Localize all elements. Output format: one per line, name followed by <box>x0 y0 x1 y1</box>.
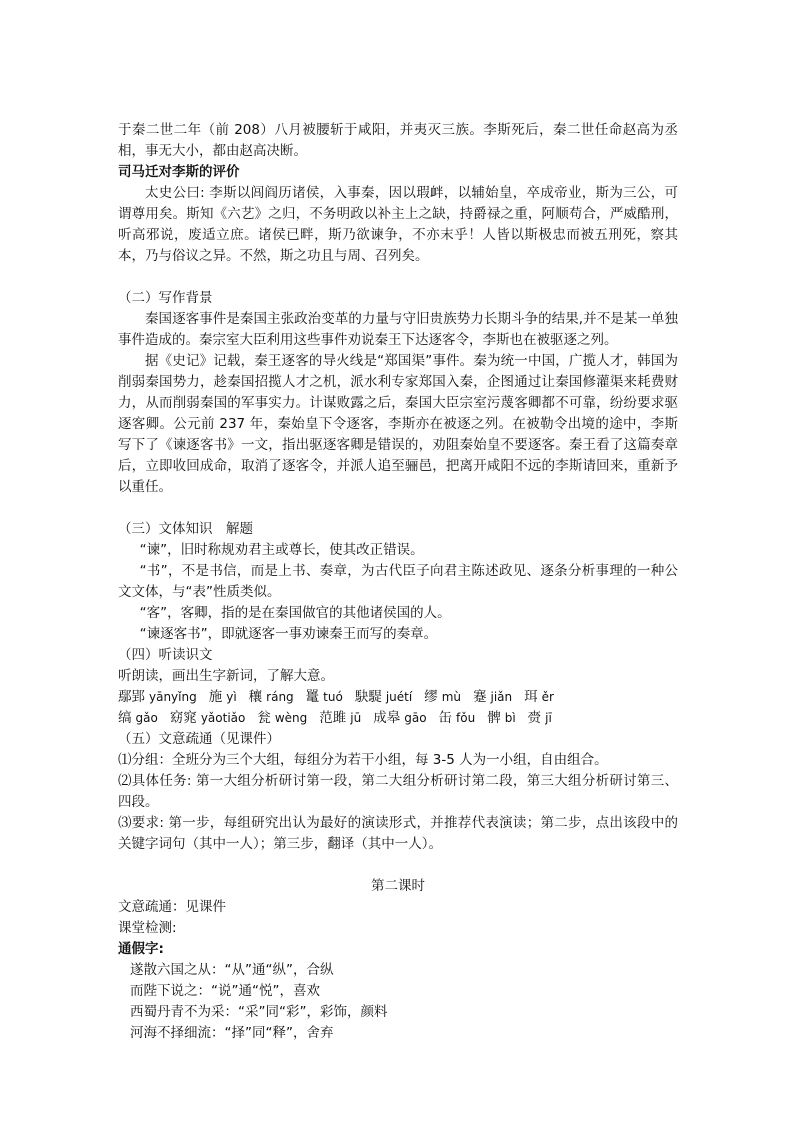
pinyin-row-1 <box>118 687 678 708</box>
sima-paragraph: 太史公曰: 李斯以闾阎历诸侯，入事秦，因以瑕衅，以辅始皇，卒成帝业，斯为三公，可谓尊用矣。斯知《六艺》之归，不务明政以补主上之缺，持爵禄之重，阿顺苟合，严威酷刑，听高邪说，废适立庶。诸侯已畔，斯乃欲谏争，不亦末乎！人皆以斯极忠而被五刑死，察其本，乃与俗议之异。不然，斯之功且与周、召列矣。 <box>118 185 678 264</box>
tongjia-item: 而陛下说之：“说”通“悦”，喜欢 <box>130 983 320 999</box>
tongjia-item: 西蜀丹青不为采：“采”同“彩”，彩饰，颜料 <box>130 1004 388 1020</box>
document-page <box>118 120 678 1044</box>
bio-paragraph: 于秦二世二年（前 208）八月被腰斩于咸阳，并夷灭三族。李斯死后，秦二世任命赵高为丞相，事无大小，都由赵高决断。 <box>118 122 678 159</box>
section2-title: （二）写作背景 <box>118 290 213 306</box>
spacer <box>118 498 678 519</box>
tongjia-heading: 通假字: <box>118 941 164 957</box>
pinyin-item: 范雎 jū <box>319 710 362 726</box>
lesson2-line-1: 文意疏通：见课件 <box>118 899 226 915</box>
section2-paragraph-2: 据《史记》记载，秦王逐客的导火线是“郑国渠”事件。秦为统一中国，广揽人才，韩国为削弱秦国势力，趁秦国招揽人才之机，派水利专家郑国入秦，企图通过让秦国修灌渠来耗费财力，从而削弱秦国的军事实力。计谋败露之后，秦国大臣宗室污蔑客卿都不可靠，纷纷要求驱逐客卿。公元前 237 年，秦始皇下令逐客，李斯亦在被逐之列。在被勒令出境的途中，李斯写下了《谏逐客书》一文，指出驱逐客卿是错误的，劝阻秦始皇不要逐客。秦王看了这篇奏章后，立即收回成命，取消了逐客令，并派人追至骊邑，把离开咸阳不远的李斯请回来，重新予以重任。 <box>118 353 678 495</box>
pinyin-item: 窈窕 yǎotiǎo <box>169 710 246 726</box>
pinyin-item: 蹇 jiǎn <box>473 689 513 705</box>
pinyin-item: 瓮 wèng <box>257 710 308 726</box>
spacer <box>118 855 678 876</box>
section2-paragraph-1: 秦国逐客事件是秦国主张政治变革的力量与守旧贵族势力长期斗争的结果,并不是某一单独事件造成的。秦宗室大臣利用这些事件劝说秦王下达逐客令，李斯也在被驱逐之列。 <box>118 311 678 348</box>
section3-line-1: “谏”，旧时称规劝君主或尊长，使其改正错误。 <box>139 542 424 558</box>
pinyin-item: 成皋 gāo <box>373 710 427 726</box>
pinyin-item: 施 yì <box>208 689 237 705</box>
pinyin-item: 髀 bì <box>487 710 516 726</box>
section4-title: （四）听读识文 <box>118 647 213 663</box>
section3-line-3: “客”，客卿，指的是在秦国做官的其他诸侯国的人。 <box>139 605 451 621</box>
section5-line-1: ⑴分组：全班分为三个大组，每组分为若干小组，每 3-5 人为一小组，自由组合。 <box>118 752 608 768</box>
pinyin-row-2 <box>118 708 678 729</box>
section5-line-3: ⑶要求: 第一步，每组研究出认为最好的演读形式，并推荐代表演读；第二步，点出该段中的关键字词句（其中一人）；第三步，翻译（其中一人）。 <box>118 815 678 852</box>
tongjia-item: 河海不择细流：“择”同“释”，舍弃 <box>130 1025 334 1041</box>
section5-line-2: ⑵具体任务: 第一大组分析研讨第一段，第二大组分析研讨第二段，第三大组分析研讨第三、四段。 <box>118 773 678 810</box>
section4-instruction: 听朗读，画出生字新词，了解大意。 <box>118 668 334 684</box>
pinyin-item: 赍 jī <box>527 710 552 726</box>
sima-heading: 司马迁对李斯的评价 <box>118 164 240 180</box>
section5-title: （五）文意疏通（见课件） <box>118 731 280 747</box>
section3-line-4: “谏逐客书”，即就逐客一事劝谏秦王而写的奏章。 <box>139 626 438 642</box>
pinyin-item: 缟 gǎo <box>118 710 158 726</box>
lesson2-line-2: 课堂检测: <box>118 920 177 936</box>
pinyin-item: 鼍 tuó <box>305 689 343 705</box>
spacer <box>118 267 678 288</box>
section3-title: （三）文体知识 解题 <box>118 521 253 537</box>
pinyin-item: 缶 fǒu <box>438 710 476 726</box>
section3-line-2: “书”，不是书信，而是上书、奏章，为古代臣子向君主陈述政见、逐条分析事理的一种公文文体，与“表”性质类似。 <box>118 563 678 600</box>
pinyin-item: 缪 mù <box>424 689 461 705</box>
pinyin-item: 駃騠 juétí <box>354 689 413 705</box>
pinyin-item: 穰 ráng <box>248 689 294 705</box>
pinyin-item: 珥 ěr <box>524 689 554 705</box>
lesson2-title: 第二课时 <box>371 878 425 894</box>
pinyin-item: 鄢郢 yānyǐng <box>118 689 197 705</box>
tongjia-item: 遂散六国之从：“从”通“纵”，合纵 <box>130 962 334 978</box>
